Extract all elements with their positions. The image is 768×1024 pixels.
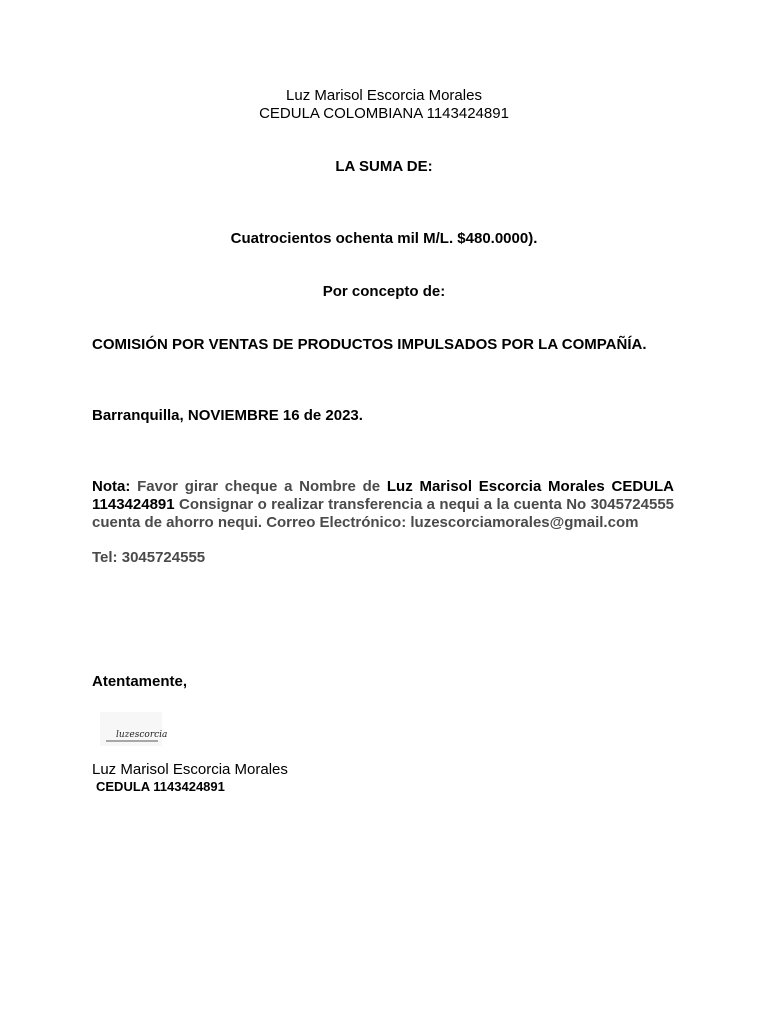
note-tel: Tel: 3045724555 — [92, 549, 206, 566]
header-id: CEDULA COLOMBIANA 1143424891 — [259, 105, 509, 122]
note-label: Nota: — [92, 478, 131, 495]
sum-label: LA SUMA DE: — [335, 158, 433, 175]
note-text-1: Favor girar cheque a Nombre de — [137, 478, 381, 495]
signature-id: CEDULA 1143424891 — [96, 779, 225, 794]
signature-name: Luz Marisol Escorcia Morales — [92, 761, 288, 778]
date-line: Barranquilla, NOVIEMBRE 16 de 2023. — [92, 407, 363, 424]
signature-script: luzescorcia — [116, 730, 168, 740]
note-text-2: Consignar o realizar transferencia a nequi a la cuenta No 3045724555 cuenta de ahorro nequi. Correo Electrónico: luzescorciamorales@gmail.com — [92, 496, 675, 531]
note-paragraph — [92, 478, 674, 532]
note-name-id: Luz Marisol Escorcia Morales CEDULA 1143424891 — [92, 478, 674, 513]
concept-label: Por concepto de: — [322, 283, 446, 300]
signature-image — [100, 712, 168, 746]
header-name: Luz Marisol Escorcia Morales — [286, 87, 482, 104]
concept-text: COMISIÓN POR VENTAS DE PRODUCTOS IMPULSADOS POR LA COMPAÑÍA. — [92, 336, 647, 353]
amount-text: Cuatrocientos ochenta mil M/L. $480.0000). — [230, 230, 538, 247]
closing-text: Atentamente, — [92, 673, 188, 690]
